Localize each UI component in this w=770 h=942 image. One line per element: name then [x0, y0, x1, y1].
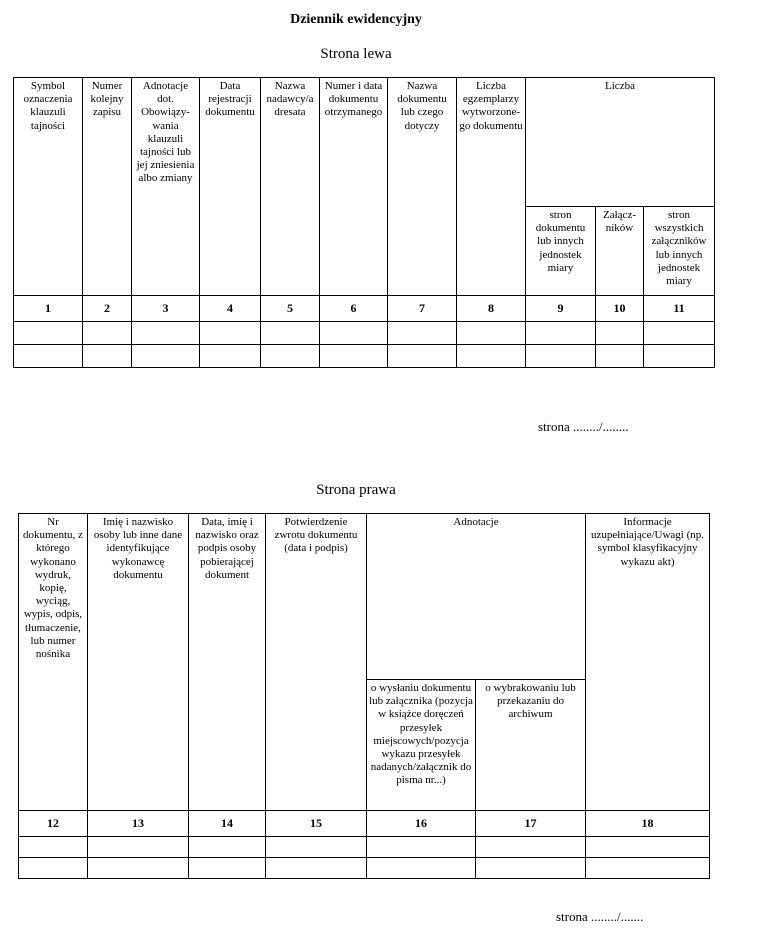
right-page-title: Strona prawa: [316, 482, 396, 498]
empty-cell[interactable]: [200, 322, 261, 345]
column-number: 3: [132, 296, 200, 322]
empty-cell[interactable]: [83, 345, 132, 368]
empty-cell[interactable]: [14, 345, 83, 368]
header-nr-dokumentu: Nr dokumentu, z którego wykonano wydruk, kopię, wyciąg, wypis, odpis, tłumaczenie, lub numer nośnika: [19, 514, 88, 811]
empty-cell[interactable]: [367, 837, 476, 858]
empty-cell[interactable]: [88, 858, 189, 879]
header-nazwa-nadawcy: Nazwa nadawcy/a dresata: [261, 78, 320, 296]
column-number: 13: [88, 811, 189, 837]
column-number-row: [14, 296, 715, 322]
left-page-counter: strona ......../........: [538, 419, 629, 434]
empty-cell[interactable]: [367, 858, 476, 879]
empty-cell[interactable]: [266, 858, 367, 879]
header-data-rejestracji: Data rejestracji dokumentu: [200, 78, 261, 296]
header-informacje-uzupelniajace: Informacje uzupełniające/Uwagi (np. symbol klasyfikacyjny wykazu akt): [586, 514, 710, 811]
column-number-row: [19, 811, 710, 837]
header-stron-dokumentu: stron dokumentu lub innych jednostek miary: [526, 207, 596, 296]
empty-cell[interactable]: [14, 322, 83, 345]
left-page-table: [13, 77, 715, 368]
empty-cell[interactable]: [644, 322, 715, 345]
empty-cell[interactable]: [644, 345, 715, 368]
empty-cell[interactable]: [457, 322, 526, 345]
empty-cell[interactable]: [388, 345, 457, 368]
table-row: [14, 345, 715, 368]
header-zalacznikow: Załącz-ników: [596, 207, 644, 296]
empty-cell[interactable]: [266, 837, 367, 858]
empty-cell[interactable]: [586, 858, 710, 879]
empty-cell[interactable]: [388, 322, 457, 345]
empty-cell[interactable]: [261, 322, 320, 345]
column-number: 14: [189, 811, 266, 837]
empty-cell[interactable]: [189, 837, 266, 858]
table-row: [19, 837, 710, 858]
header-adnotacje-klauzuli: Adnotacje dot. Obowiązy-wania klauzuli tajności lub jej zniesienia albo zmiany: [132, 78, 200, 296]
column-number: 9: [526, 296, 596, 322]
header-imie-nazwisko-wykonawcy: Imię i nazwisko osoby lub inne dane identyfikujące wykonawcę dokumentu: [88, 514, 189, 811]
empty-cell[interactable]: [83, 322, 132, 345]
column-number: 16: [367, 811, 476, 837]
empty-cell[interactable]: [596, 345, 644, 368]
column-number: 18: [586, 811, 710, 837]
header-liczba-egzemplarzy: Liczba egzemplarzy wytworzone-go dokumentu: [457, 78, 526, 296]
column-number: 5: [261, 296, 320, 322]
table-row: [19, 858, 710, 879]
empty-cell[interactable]: [320, 322, 388, 345]
empty-cell[interactable]: [476, 858, 586, 879]
empty-cell[interactable]: [261, 345, 320, 368]
header-adnotacje-group: Adnotacje: [367, 514, 586, 680]
empty-cell[interactable]: [526, 345, 596, 368]
empty-cell[interactable]: [457, 345, 526, 368]
right-page-counter: strona ......../.......: [556, 909, 644, 924]
column-number: 7: [388, 296, 457, 322]
column-number: 15: [266, 811, 367, 837]
left-page-title: Strona lewa: [320, 46, 392, 62]
column-number: 17: [476, 811, 586, 837]
column-number: 6: [320, 296, 388, 322]
header-potwierdzenie-zwrotu: Potwierdzenie zwrotu dokumentu (data i podpis): [266, 514, 367, 811]
header-numer-kolejny: Numer kolejny zapisu: [83, 78, 132, 296]
empty-cell[interactable]: [19, 837, 88, 858]
header-symbol-klauzuli: Symbol oznaczenia klauzuli tajności: [14, 78, 83, 296]
empty-cell[interactable]: [88, 837, 189, 858]
empty-cell[interactable]: [476, 837, 586, 858]
document-title: Dziennik ewidencyjny: [290, 12, 422, 27]
right-page-table: [18, 513, 710, 879]
header-o-wybrakowaniu: o wybrakowaniu lub przekazaniu do archiwum: [476, 680, 586, 811]
column-number: 1: [14, 296, 83, 322]
column-number: 10: [596, 296, 644, 322]
empty-cell[interactable]: [132, 345, 200, 368]
column-number: 2: [83, 296, 132, 322]
header-o-wyslaniu: o wysłaniu dokumentu lub załącznika (pozycja w książce doręczeń przesyłek miejscowych/pozycja wykazu przesyłek nadanych/załącznik do pisma nr...): [367, 680, 476, 811]
header-nazwa-dokumentu: Nazwa dokumentu lub czego dotyczy: [388, 78, 457, 296]
empty-cell[interactable]: [526, 322, 596, 345]
header-liczba-group: Liczba: [526, 78, 715, 207]
empty-cell[interactable]: [596, 322, 644, 345]
empty-cell[interactable]: [189, 858, 266, 879]
empty-cell[interactable]: [19, 858, 88, 879]
table-row: [14, 322, 715, 345]
column-number: 12: [19, 811, 88, 837]
header-numer-i-data: Numer i data dokumentu otrzymanego: [320, 78, 388, 296]
header-data-pobierajacej: Data, imię i nazwisko oraz podpis osoby pobierającej dokument: [189, 514, 266, 811]
column-number: 8: [457, 296, 526, 322]
empty-cell[interactable]: [586, 837, 710, 858]
empty-cell[interactable]: [132, 322, 200, 345]
empty-cell[interactable]: [320, 345, 388, 368]
header-stron-zalacznikow: stron wszystkich załączników lub innych jednostek miary: [644, 207, 715, 296]
column-number: 11: [644, 296, 715, 322]
empty-cell[interactable]: [200, 345, 261, 368]
column-number: 4: [200, 296, 261, 322]
